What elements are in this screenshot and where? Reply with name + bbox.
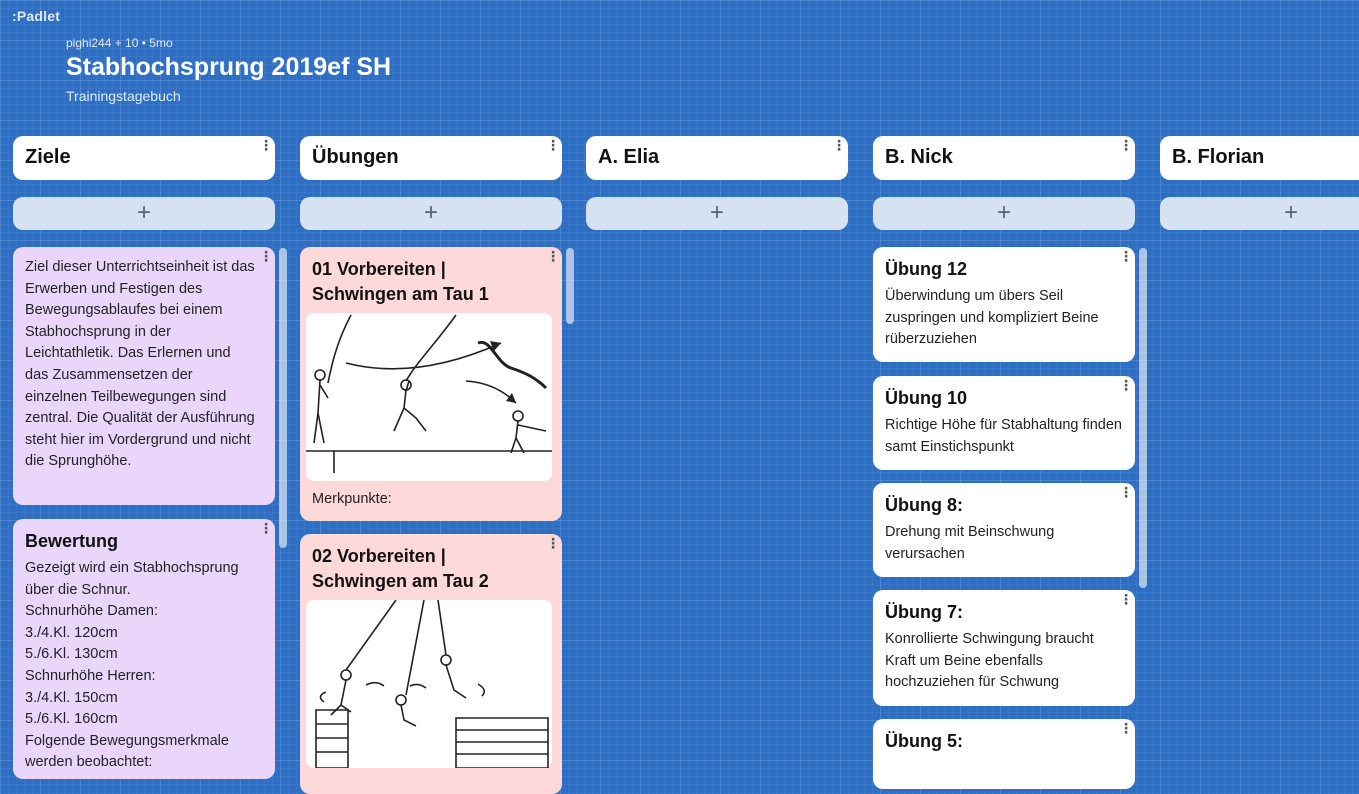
- column-b-florian: [1160, 136, 1359, 773]
- post-body: Merkpunkte:: [312, 491, 392, 507]
- column-header: [1160, 136, 1359, 180]
- board-subtitle: Trainingstagebuch: [66, 88, 181, 104]
- add-post-button[interactable]: [586, 197, 848, 230]
- rope-swing-drawing: [306, 600, 552, 768]
- post-title: Übung 10: [885, 388, 968, 408]
- more-vertical-icon[interactable]: ⋮: [259, 520, 273, 536]
- post-body: Konrollierte Schwingung braucht Kraft um Beine ebenfalls hochzuziehen für Schwung: [885, 631, 1094, 691]
- more-vertical-icon[interactable]: ⋮: [1119, 720, 1133, 736]
- post-title: Bewertung: [25, 531, 119, 551]
- column-header: [300, 136, 562, 180]
- more-vertical-icon[interactable]: ⋮: [259, 137, 273, 153]
- rope-swing-illustration[interactable]: [306, 600, 552, 768]
- rope-swing-drawing: [306, 313, 552, 481]
- padlet-logo[interactable]: :Padlet: [12, 8, 61, 24]
- more-vertical-icon[interactable]: ⋮: [546, 535, 560, 551]
- column-header: [586, 136, 848, 180]
- more-vertical-icon[interactable]: ⋮: [1119, 591, 1133, 607]
- post-card[interactable]: [13, 519, 275, 779]
- post-body: Überwindung um übers Seil zuspringen und kompliziert Beine rüberzuziehen: [885, 288, 1099, 348]
- add-post-button[interactable]: [13, 197, 275, 230]
- plus-icon: +: [996, 199, 1011, 226]
- column-title: Ziele: [25, 146, 71, 168]
- post-title: 02 Vorbereiten | Schwingen am Tau 2: [312, 546, 489, 591]
- add-post-button[interactable]: [1160, 197, 1359, 230]
- column-scrollbar[interactable]: [1139, 248, 1147, 588]
- column-scrollbar[interactable]: [566, 248, 574, 324]
- post-card[interactable]: [873, 247, 1135, 362]
- board-meta: pighi244 + 10 • 5mo: [66, 36, 173, 50]
- post-card[interactable]: [13, 247, 275, 505]
- post-title: Übung 12: [885, 259, 968, 279]
- add-post-button[interactable]: [300, 197, 562, 230]
- post-card[interactable]: [300, 247, 562, 521]
- plus-icon: +: [136, 199, 151, 226]
- add-post-button[interactable]: [873, 197, 1135, 230]
- rope-swing-illustration[interactable]: [306, 313, 552, 481]
- more-vertical-icon[interactable]: ⋮: [832, 137, 846, 153]
- post-body: Drehung mit Beinschwung verursachen: [885, 524, 1055, 562]
- plus-icon: +: [1283, 199, 1298, 226]
- more-vertical-icon[interactable]: ⋮: [1119, 248, 1133, 264]
- column-ziele: [13, 136, 275, 773]
- post-card[interactable]: [873, 483, 1135, 577]
- more-vertical-icon[interactable]: ⋮: [1119, 484, 1133, 500]
- post-card[interactable]: [300, 534, 562, 794]
- post-card[interactable]: [873, 590, 1135, 706]
- column-a-elia: [586, 136, 848, 773]
- post-title: Übung 8:: [885, 495, 963, 515]
- more-vertical-icon[interactable]: ⋮: [259, 248, 273, 264]
- post-card[interactable]: [873, 376, 1135, 470]
- more-vertical-icon[interactable]: ⋮: [1119, 377, 1133, 393]
- post-title: Übung 7:: [885, 602, 963, 622]
- board-title: Stabhochsprung 2019ef SH: [66, 53, 392, 81]
- post-body: Gezeigt wird ein Stabhochsprung über die Schnur. Schnurhöhe Damen: 3./4.Kl. 120cm 5./6.Kl. 130cm Schnurhöhe Herren: 3./4.Kl. 150cm 5./6.Kl. 160cm Folgende Bewegungsmerkmale werden beobachtet:: [25, 560, 239, 771]
- post-card[interactable]: [873, 719, 1135, 789]
- column-b-nick: [873, 136, 1135, 773]
- column-header: [873, 136, 1135, 180]
- post-title: Übung 5:: [885, 731, 963, 751]
- plus-icon: +: [709, 199, 724, 226]
- post-title: 01 Vorbereiten | Schwingen am Tau 1: [312, 259, 489, 304]
- column-title: B. Nick: [885, 146, 953, 168]
- plus-icon: +: [423, 199, 438, 226]
- post-body: Richtige Höhe für Stabhaltung finden samt Einstichspunkt: [885, 417, 1122, 455]
- column-uebungen: [300, 136, 562, 773]
- more-vertical-icon[interactable]: ⋮: [546, 248, 560, 264]
- more-vertical-icon[interactable]: ⋮: [1119, 137, 1133, 153]
- column-title: A. Elia: [598, 146, 660, 168]
- more-vertical-icon[interactable]: ⋮: [546, 137, 560, 153]
- column-header: [13, 136, 275, 180]
- column-title: B. Florian: [1172, 146, 1265, 168]
- post-body: Ziel dieser Unterrichtseinheit ist das Erwerben und Festigen des Bewegungsablaufes bei einem Stabhochsprung in der Leichtathletik. Das Erlernen und das Zusammensetzen der einzelnen Teilbewegungen sind zentral. Die Qualität der Ausführung steht hier im Vordergrund und nicht die Sprunghöhe.: [25, 259, 255, 470]
- column-title: Übungen: [312, 146, 399, 168]
- column-scrollbar[interactable]: [279, 248, 287, 548]
